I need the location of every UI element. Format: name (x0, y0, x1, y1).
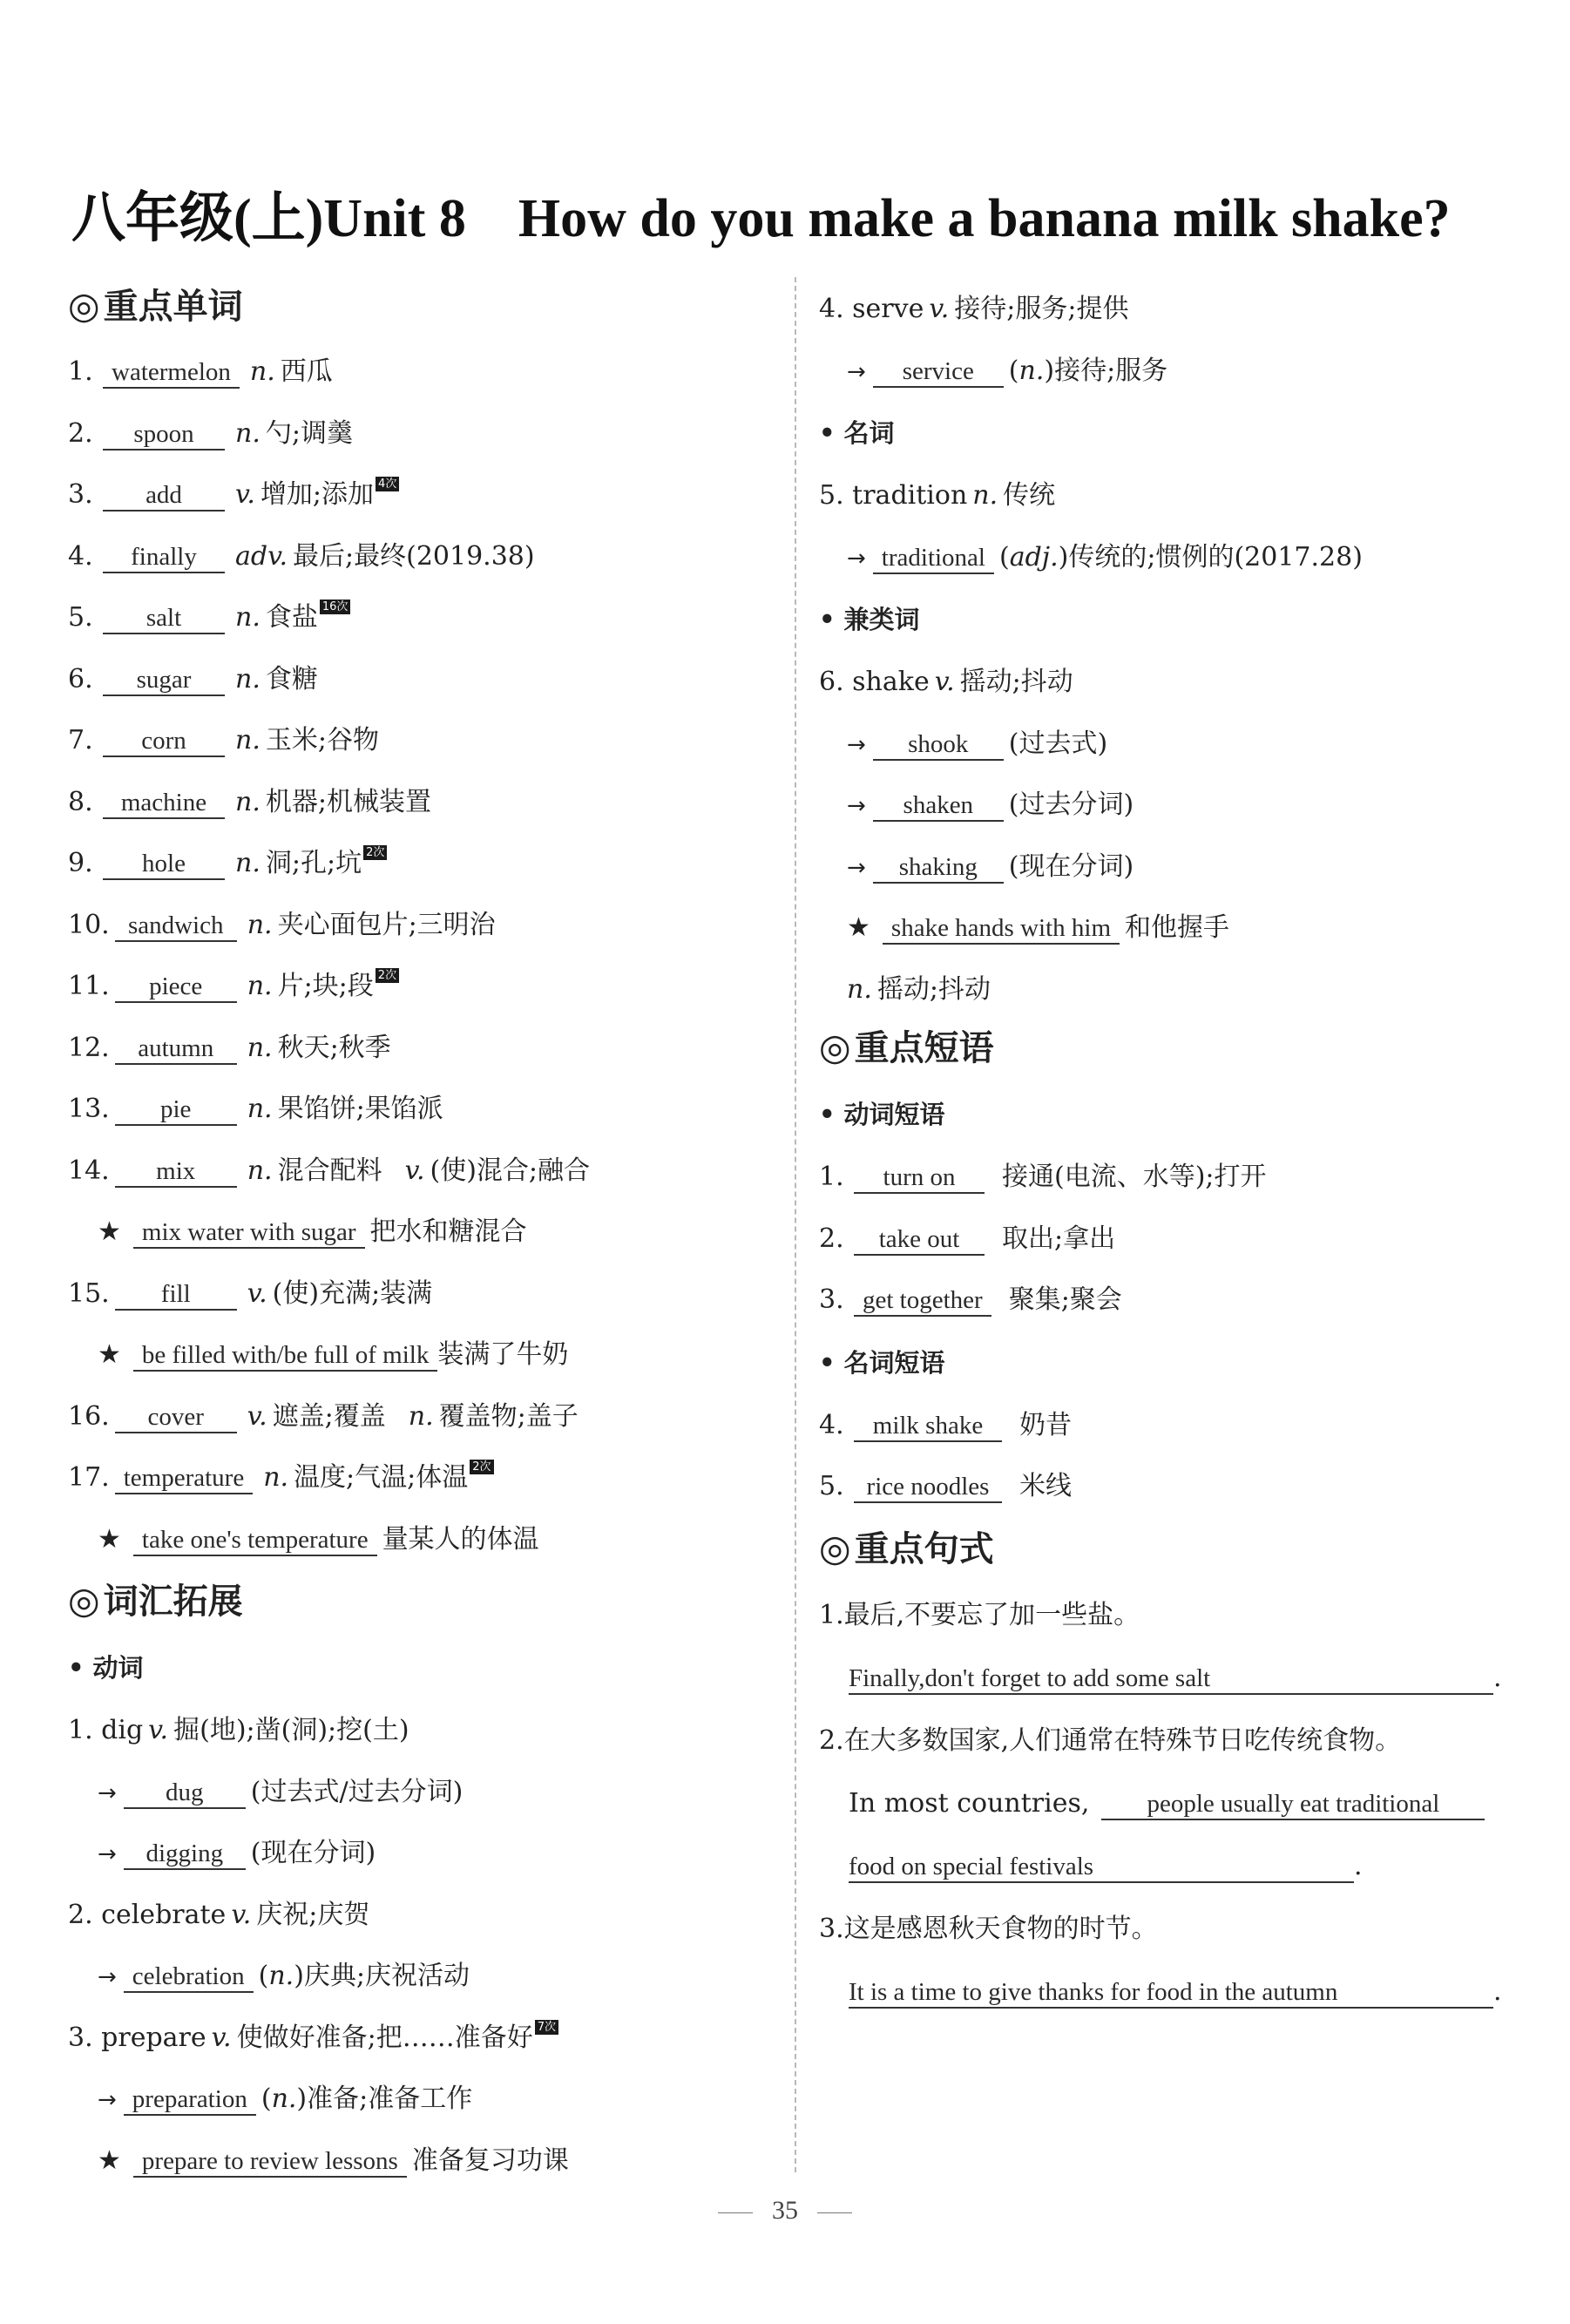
list-item (68, 710, 782, 772)
star-icon: ★ (98, 1216, 121, 1247)
sentence-answer: In most countries, people usually eat traditional (819, 1772, 1542, 1835)
derived-form: → shaking (现在分词) (847, 850, 1134, 882)
sentence-answer: food on special festivals . (849, 1850, 1363, 1881)
frequency-badge: 2次 (363, 845, 387, 860)
list-item (68, 956, 782, 1018)
answer-blank: people usually eat traditional (1101, 1789, 1485, 1820)
derived-form: → service (n.)接待;服务 (847, 355, 1168, 386)
part-of-speech: n. (247, 971, 273, 1001)
list-item (68, 464, 782, 526)
answer-blank: take one's temperature (133, 1525, 377, 1556)
answer-blank: fill (115, 1279, 237, 1311)
answer-blank: milk shake (854, 1411, 1002, 1442)
arrow-icon: → (847, 793, 866, 819)
list-item: 15. fill v. (使)充满;装满 (68, 1277, 433, 1309)
double-circle-icon: ◎ (68, 284, 100, 327)
list-item (68, 526, 782, 588)
answer-text: spoon (133, 419, 194, 448)
answer-text: machine (120, 788, 207, 816)
section-heading-key-words: ◎ 重点单词 (68, 284, 243, 327)
list-item: 16. cover v. 遮盖;覆盖 n. 覆盖物;盖子 (68, 1400, 579, 1432)
answer-blank: be filled with/be full of milk (133, 1340, 437, 1372)
item-number: 3. (68, 479, 93, 510)
answer-blank: mix water with sugar (133, 1217, 365, 1249)
word-entry-celebrate: 2. celebrate v. 庆祝;庆贺 (68, 1899, 370, 1930)
list-item (68, 649, 782, 711)
answer-text: sandwich (127, 911, 224, 939)
item-number: 8. (68, 786, 93, 817)
answer-text: corn (141, 727, 186, 755)
answer-blank (103, 419, 225, 451)
arrow-icon: → (847, 854, 866, 881)
list-item (68, 833, 782, 895)
derived-form: → dug (过去式/过去分词) (98, 1776, 464, 1807)
meaning-text: 西瓜 (280, 356, 333, 387)
star-icon: ★ (98, 1523, 121, 1555)
answer-blank: turn on (854, 1162, 985, 1194)
arrow-icon: → (847, 358, 866, 385)
bullet-icon: • (819, 1100, 836, 1129)
answer-blank: prepare to review lessons (133, 2146, 407, 2178)
sentence-prompt: 1.最后,不要忘了加一些盐。 (819, 1599, 1140, 1630)
star-icon: ★ (98, 1339, 121, 1370)
bullet-icon: • (819, 605, 836, 634)
meaning-text: 片;块;段 (277, 971, 374, 1001)
answer-blank: rice noodles (854, 1472, 1002, 1503)
answer-blank: preparation (124, 2084, 256, 2116)
list-item (68, 772, 782, 834)
subheading-nouns: • 名词 (819, 418, 895, 448)
phrase-item: ★ prepare to review lessons 准备复习功课 (98, 2144, 569, 2176)
list-item: 3. get together 聚集;聚会 (819, 1284, 1122, 1315)
item-number: 1. (68, 356, 93, 387)
sentence-prompt: 3.这是感恩秋天食物的时节。 (819, 1913, 1158, 1944)
phrase-item: ★ shake hands with him 和他握手 (847, 912, 1230, 943)
part-of-speech: n. (247, 909, 273, 940)
star-icon: ★ (98, 2144, 121, 2176)
answer-blank: It is a time to give thanks for food in the autumn (849, 1977, 1493, 2009)
left-column (68, 279, 782, 2192)
answer-blank: food on special festivals (849, 1852, 1354, 1883)
answer-text: salt (145, 604, 182, 632)
answer-blank: mix (115, 1156, 237, 1188)
meaning-text: 食糖 (265, 663, 318, 694)
frequency-badge: 2次 (470, 1460, 493, 1474)
meaning-text: 洞;孔;坑 (265, 848, 362, 878)
phrase-item: ★ mix water with sugar 把水和糖混合 (98, 1216, 527, 1247)
item-number: 11. (68, 971, 110, 1001)
double-circle-icon: ◎ (68, 1579, 100, 1622)
answer-blank: shake hands with him (883, 913, 1120, 945)
derived-form: → shaken (过去分词) (847, 789, 1134, 820)
answer-blank: shaking (873, 852, 1004, 884)
meaning-text: 夹心面包片;三明治 (277, 909, 496, 940)
frequency-badge: 4次 (376, 477, 399, 491)
page-number: 35 (0, 2196, 1570, 2226)
meaning-text: 秋天;秋季 (277, 1032, 391, 1063)
word-entry-shake: 6. shake v. 摇动;抖动 (819, 667, 1073, 697)
part-of-speech: n. (247, 1094, 273, 1124)
answer-text: pie (160, 1095, 192, 1123)
item-number: 13. (68, 1094, 110, 1124)
meaning-text: 果馅饼;果馅派 (277, 1094, 443, 1124)
meaning-text: 勺;调羹 (265, 417, 353, 449)
answer-text: add (145, 481, 182, 509)
meaning-text: 玉米;谷物 (265, 725, 379, 755)
answer-text: sugar (136, 665, 192, 694)
subheading-multi-class: • 兼类词 (819, 605, 920, 634)
list-item: 1. turn on 接通(电流、水等);打开 (819, 1162, 1267, 1192)
item-number: 4. (68, 540, 93, 572)
answer-blank (103, 849, 225, 880)
list-item: 2. take out 取出;拿出 (819, 1223, 1116, 1254)
phrase-item: ★ take one's temperature 量某人的体温 (98, 1523, 539, 1555)
item-number: 6. (68, 663, 93, 694)
answer-text: finally (131, 542, 197, 571)
list-item (68, 1018, 782, 1080)
phrase-item: ★ be filled with/be full of milk 装满了牛奶 (98, 1339, 569, 1370)
list-item: 14. mix n. 混合配料 v. (使)混合;融合 (68, 1155, 591, 1186)
answer-blank (115, 1094, 237, 1126)
part-of-speech: n. (247, 1032, 273, 1063)
answer-blank (103, 357, 240, 389)
answer-blank (103, 788, 225, 819)
part-of-speech: n. (235, 602, 261, 633)
answer-blank: shook (873, 729, 1004, 761)
double-circle-icon: ◎ (819, 1026, 851, 1068)
word-entry-tradition: 5. tradition n. 传统 (819, 480, 1056, 511)
frequency-badge: 16次 (320, 600, 351, 614)
meaning-text: 最后;最终(2019.38) (293, 540, 535, 572)
meaning-text: 食盐 (265, 602, 318, 633)
frequency-badge: 2次 (376, 968, 399, 983)
section-heading-key-phrases: ◎ 重点短语 (819, 1026, 994, 1068)
derived-form: → digging (现在分词) (98, 1838, 376, 1868)
list-item: 17. temperature n. 温度;气温;体温 2次 (68, 1447, 782, 1509)
answer-text: piece (149, 972, 203, 1000)
sentence-prompt: 2.在大多数国家,人们通常在特殊节日吃传统食物。 (819, 1724, 1402, 1756)
answer-blank (103, 603, 225, 634)
answer-blank (115, 1033, 237, 1065)
arrow-icon: → (847, 545, 866, 572)
derived-form: → traditional (adj.)传统的;惯例的(2017.28) (847, 541, 1363, 573)
unit-label: 八年级(上)Unit 8 (71, 189, 466, 248)
item-number: 9. (68, 848, 93, 878)
answer-blank: take out (854, 1224, 985, 1256)
answer-blank: get together (854, 1285, 991, 1317)
answer-blank: digging (124, 1839, 246, 1870)
frequency-badge: 7次 (535, 2020, 558, 2035)
bullet-icon: • (819, 1347, 836, 1378)
sentence-answer: It is a time to give thanks for food in the autumn . (849, 1975, 1502, 2007)
page-title (71, 186, 1526, 252)
item-number: 12. (68, 1032, 110, 1063)
list-item (68, 403, 782, 465)
answer-blank: service (873, 356, 1004, 388)
answer-blank (103, 665, 225, 696)
double-circle-icon: ◎ (819, 1526, 851, 1569)
subheading-verb-phrases: • 动词短语 (819, 1100, 945, 1129)
arrow-icon: → (98, 1841, 117, 1867)
derived-form: → celebration (n.)庆典;庆祝活动 (98, 1961, 470, 1991)
column-divider (795, 277, 796, 2172)
answer-blank: dug (124, 1778, 246, 1809)
section-heading-key-sentences: ◎ 重点句式 (819, 1526, 994, 1569)
arrow-icon: → (847, 731, 866, 758)
part-of-speech: n. (235, 725, 261, 755)
item-number: 10. (68, 909, 110, 940)
answer-blank: celebration (124, 1962, 254, 1993)
arrow-icon: → (98, 1779, 117, 1806)
part-of-speech: n. (249, 356, 275, 387)
unit-question: How do you make a banana milk shake? (518, 189, 1451, 248)
answer-text: autumn (138, 1033, 214, 1062)
noun-sense: n. 摇动;抖动 (847, 973, 991, 1005)
star-icon: ★ (847, 912, 870, 943)
answer-blank (103, 480, 225, 512)
answer-blank: shaken (873, 790, 1004, 822)
list-item (68, 587, 782, 649)
subheading-verbs: • 动词 (68, 1653, 144, 1683)
part-of-speech: n. (235, 417, 261, 449)
list-item (68, 342, 782, 403)
key-word-list (68, 342, 782, 1141)
answer-blank (115, 972, 237, 1003)
answer-blank (115, 911, 237, 942)
list-item (68, 1079, 782, 1141)
item-number: 5. (68, 602, 93, 633)
word-entry-dig: 1. dig v. 掘(地);凿(洞);挖(土) (68, 1715, 409, 1745)
part-of-speech: n. (235, 786, 261, 817)
word-entry-prepare: 3. prepare v. 使做好准备;把……准备好 7次 (68, 2008, 782, 2070)
part-of-speech: n. (235, 663, 261, 694)
item-number: 2. (68, 417, 93, 449)
section-heading-vocab-expansion: ◎ 词汇拓展 (68, 1579, 243, 1622)
part-of-speech: n. (235, 848, 261, 878)
arrow-icon: → (98, 2087, 117, 2113)
answer-blank: temperature (115, 1463, 253, 1494)
part-of-speech: adv. (235, 540, 288, 572)
bullet-icon: • (819, 418, 836, 448)
answer-blank: traditional (873, 543, 994, 574)
answer-blank: Finally,don't forget to add some salt (849, 1663, 1493, 1695)
bullet-icon: • (68, 1653, 85, 1683)
answer-blank: cover (115, 1402, 237, 1433)
answer-blank (103, 726, 225, 757)
arrow-icon: → (98, 1964, 117, 1990)
list-item (68, 895, 782, 957)
derived-form: → shook (过去式) (847, 728, 1108, 759)
meaning-text: 增加;添加 (260, 479, 375, 510)
part-of-speech: v. (235, 479, 255, 510)
derived-form: → preparation (n.)准备;准备工作 (98, 2083, 473, 2114)
list-item: 4. milk shake 奶昔 (819, 1409, 1072, 1440)
word-entry-serve: 4. serve v. 接待;服务;提供 (819, 294, 1129, 324)
sentence-answer: Finally,don't forget to add some salt . (849, 1662, 1502, 1693)
list-item: 5. rice noodles 米线 (819, 1471, 1072, 1501)
meaning-text: 机器;机械装置 (265, 786, 431, 817)
right-column (819, 279, 1542, 2023)
answer-text: hole (142, 850, 186, 877)
subheading-noun-phrases: • 名词短语 (819, 1347, 945, 1378)
answer-text: watermelon (112, 358, 231, 386)
item-number: 7. (68, 725, 93, 755)
answer-blank (103, 542, 225, 573)
